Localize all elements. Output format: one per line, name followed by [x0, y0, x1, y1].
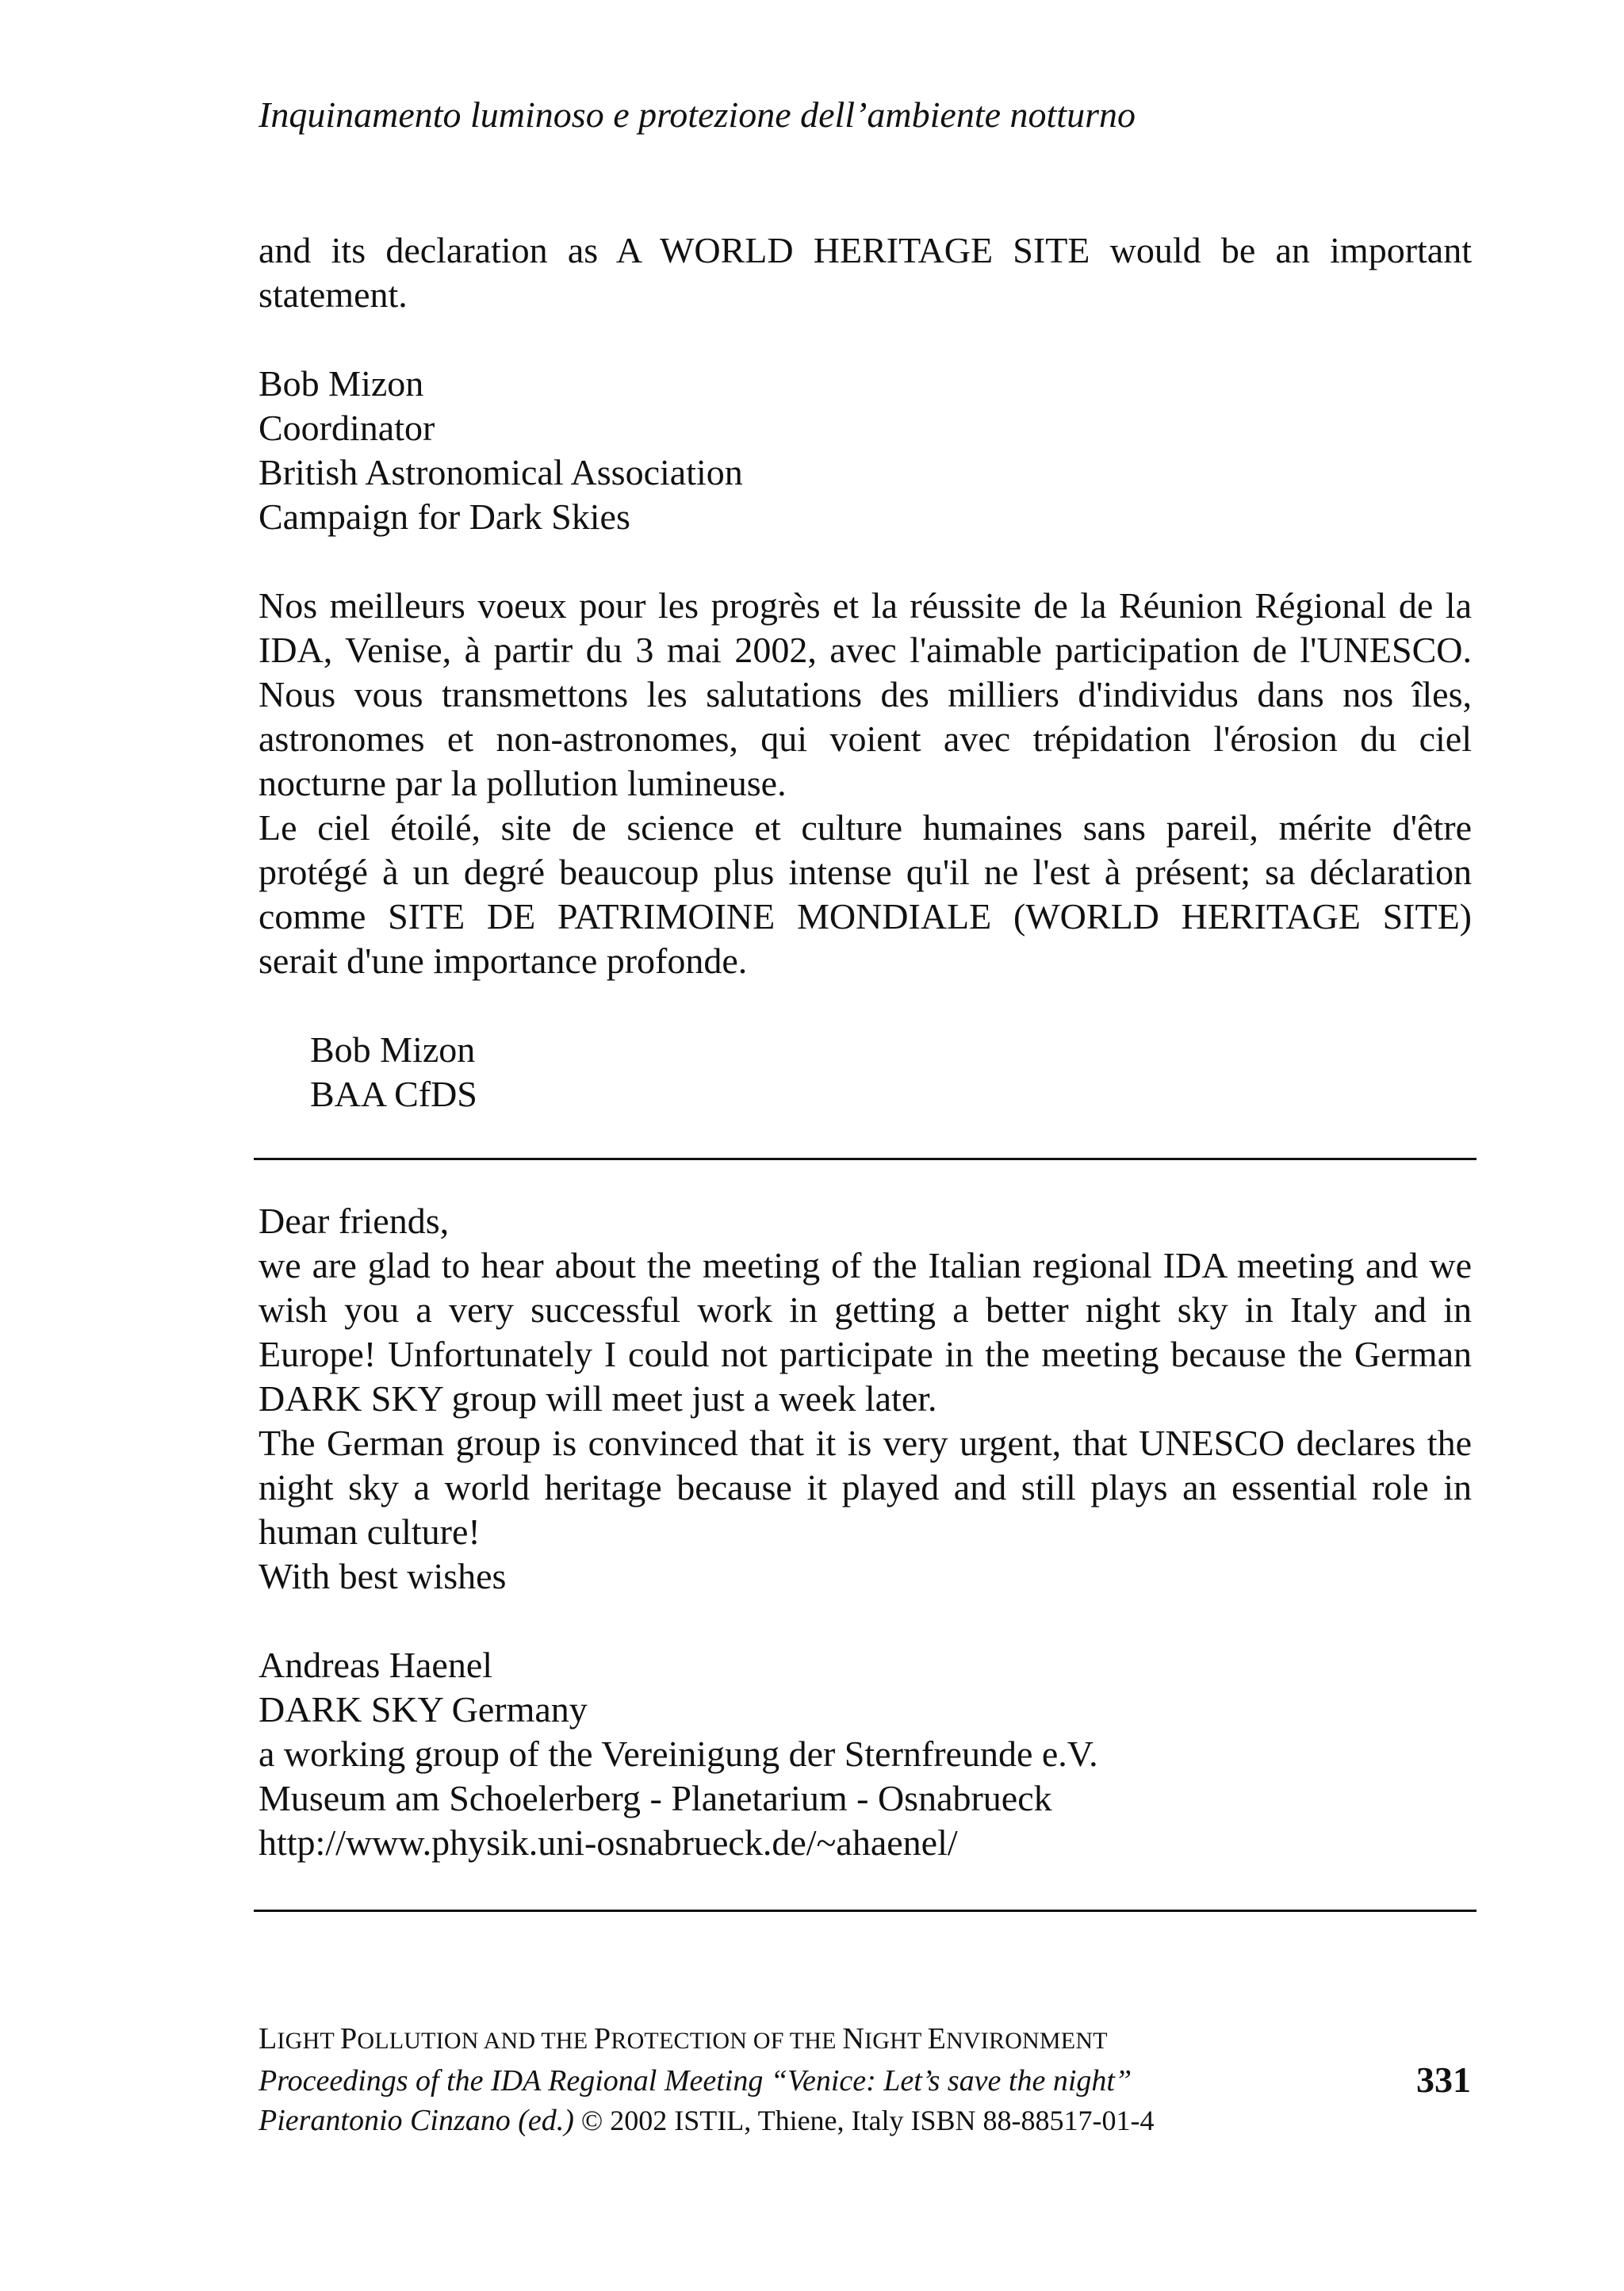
text-line: astronomes et non-astronomes, qui voient avec trépidation l'érosion du ciel — [259, 718, 1472, 759]
series-title-rest: OLLUTION AND THE — [357, 2028, 595, 2054]
signature-org: British Astronomical Association — [259, 452, 743, 492]
salutation: Dear friends, — [259, 1201, 450, 1241]
running-header: Inquinamento luminoso e protezione dell’ambiente notturno — [259, 94, 1136, 135]
paragraph — [259, 228, 1472, 317]
signature-name: Bob Mizon — [259, 363, 424, 404]
series-title — [259, 2019, 1155, 2061]
signature-org: BAA CfDS — [310, 1074, 477, 1114]
text-line: and its declaration as A WORLD HERITAGE SITE would be an important — [259, 230, 1472, 270]
signature-address: Museum am Schoelerberg - Planetarium - Osnabrueck — [259, 1778, 1052, 1818]
text-line: Le ciel étoilé, site de science et culture humaines sans pareil, mérite d'être — [259, 807, 1472, 848]
signature-title: Coordinator — [259, 408, 435, 448]
paragraph — [259, 1243, 1472, 1421]
paragraph — [259, 584, 1472, 806]
series-title-cap: E — [927, 2022, 947, 2055]
text-line: comme SITE DE PATRIMOINE MONDIALE (WORLD HERITAGE SITE) — [259, 896, 1472, 937]
section-divider — [254, 1910, 1477, 1912]
series-title-cap: P — [594, 2022, 611, 2055]
signature-org: DARK SKY Germany — [259, 1689, 588, 1730]
series-title-rest: IGHT — [864, 2028, 928, 2054]
section-english-letter — [259, 228, 1472, 539]
text-line: human culture! — [259, 1511, 481, 1552]
signature-org: a working group of the Vereinigung der Sternfreunde e.V. — [259, 1734, 1098, 1774]
editor: Pierantonio Cinzano (ed.) — [259, 2104, 574, 2137]
text-line: statement. — [259, 274, 408, 315]
text-line: serait d'une importance profonde. — [259, 941, 748, 981]
text-line: Nous vous transmettons les salutations des milliers d'individus dans nos îles, — [259, 674, 1472, 715]
signature-block — [259, 1028, 1472, 1117]
text-line: Nos meilleurs voeux pour les progrès et la réussite de la Réunion Régional de la — [259, 585, 1472, 626]
text-line: IDA, Venise, à partir du 3 mai 2002, avec l'aimable participation de l'UNESCO. — [259, 630, 1472, 670]
publisher-isbn: © 2002 ISTIL, Thiene, Italy ISBN 88-88517-01-4 — [573, 2105, 1155, 2136]
series-title-rest: NVIRONMENT — [946, 2028, 1108, 2054]
series-title-rest: ROTECTION OF THE — [611, 2028, 843, 2054]
page-number: 331 — [1416, 2059, 1471, 2100]
signature-block — [259, 362, 1472, 539]
section-divider — [254, 1158, 1477, 1160]
text-line: wish you a very successful work in getting a better night sky in Italy and in — [259, 1289, 1472, 1330]
signature-name: Bob Mizon — [310, 1029, 476, 1070]
section-german-letter — [259, 1199, 1472, 1865]
text-line: protégé à un degré beaucoup plus intense qu'il ne l'est à présent; sa déclaration — [259, 852, 1472, 892]
text-line: DARK SKY group will meet just a week later. — [259, 1378, 937, 1419]
signature-name: Andreas Haenel — [259, 1645, 493, 1685]
text-line: Europe! Unfortunately I could not participate in the meeting because the German — [259, 1334, 1472, 1374]
signature-block — [259, 1643, 1472, 1865]
publication-info — [259, 2101, 1155, 2140]
series-title-rest: IGHT — [277, 2028, 341, 2054]
closing: With best wishes — [259, 1556, 507, 1596]
signature-org: Campaign for Dark Skies — [259, 496, 630, 537]
paragraph — [259, 806, 1472, 983]
series-title-cap: L — [259, 2022, 278, 2055]
text-line: we are glad to hear about the meeting of the Italian regional IDA meeting and we — [259, 1245, 1472, 1285]
text-line: The German group is convinced that it is very urgent, that UNESCO declares the — [259, 1423, 1472, 1463]
text-line: night sky a world heritage because it played and still plays an essential role in — [259, 1467, 1472, 1508]
proceedings-title: Proceedings of the IDA Regional Meeting “Venice: Let’s save the night” — [259, 2064, 1132, 2098]
series-title-cap: N — [842, 2022, 865, 2055]
section-french-letter — [259, 584, 1472, 1117]
paragraph — [259, 1421, 1472, 1554]
page-footer — [259, 2019, 1155, 2140]
signature-url: http://www.physik.uni-osnabrueck.de/~ahaenel/ — [259, 1822, 958, 1863]
text-line: nocturne par la pollution lumineuse. — [259, 763, 787, 803]
series-title-cap: P — [340, 2022, 358, 2055]
